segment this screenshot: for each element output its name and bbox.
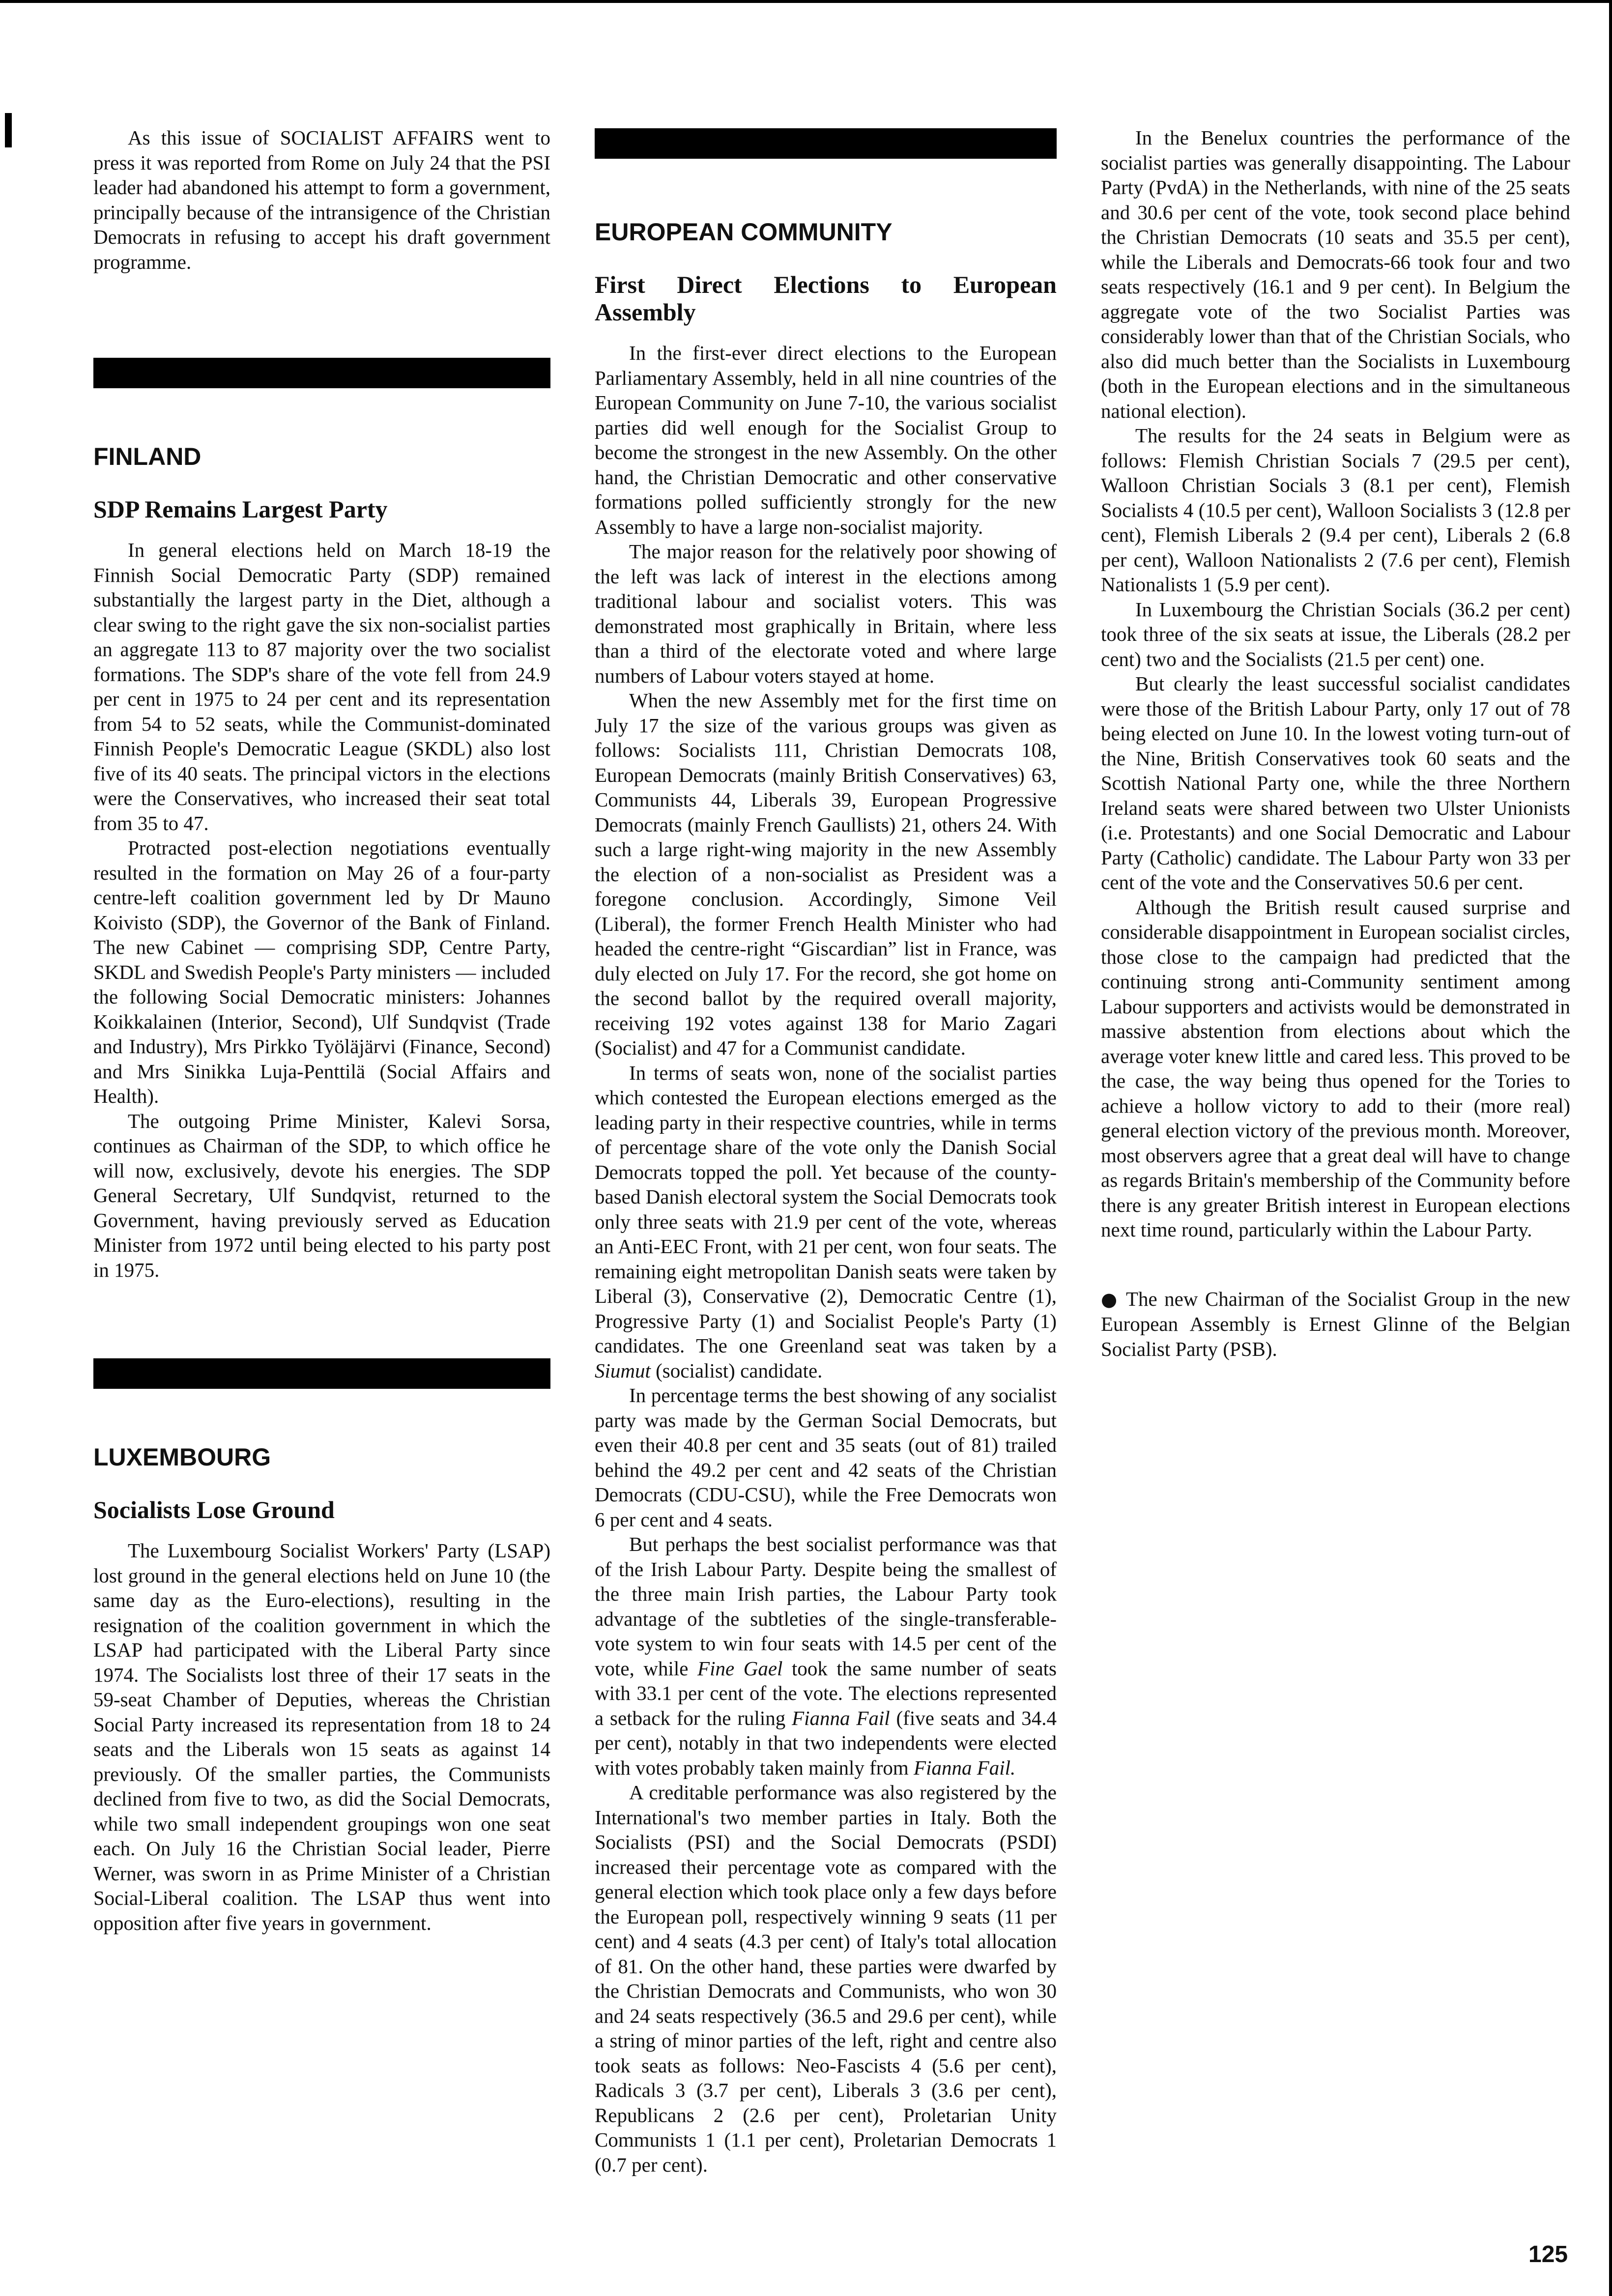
section-bar-finland [93,358,550,388]
headline-europe: First Direct Elections to European Assembly [595,271,1057,326]
europe-paragraph-6 [595,1532,1057,1780]
section-bar-luxembourg [93,1358,550,1389]
europe-paragraph-10: In Luxembourg the Christian Socials (36.2 per cent) took three of the six seats at issue, the Liberals (28.2 per cent) two and the Socialists (21.5 per cent) one. [1101,598,1570,670]
europe-paragraph-12: Although the British result caused surprise and considerable disappointment in European socialist circles, those close to the campaign had predicted that the continuing strong anti-Community sentiment among Labour supporters and activists would be demonstrated in massive abstention from elections about which the average voter knew little and cared less. This proved to be the case, the way being thus opened for the Tories to achieve a hollow victory to add to their (more real) general election victory of the previous month. Moreover, most observers agree that a great deal will have to change as regards Britain's membership of the Community before there is any greater British interest in European elections next time round, particularly within the Labour Party. [1101,895,1570,1241]
europe-paragraph-5: In percentage terms the best showing of any socialist party was made by the German Social Democrats, but even their 40.8 per cent and 35 seats (out of 81) trailed behind the 49.2 per cent and 42 seats of the Christian Democrats (CDU-CSU), while the Free Democrats won 6 per cent and 4 seats. [595,1384,1057,1531]
europe-p6-fianna-fail: Fianna Fail [792,1706,890,1729]
page-number: 125 [1528,2241,1568,2267]
europe-p6-c: (five seats and 34.4 per cent), notably in that two independents were elected with votes probably taken mainly from [595,1706,1057,1779]
section-title-luxembourg: LUXEMBOURG [93,1443,271,1471]
europe-paragraph-3: When the new Assembly met for the first time on July 17 the size of the various groups was given as follows: Socialists 111, Christian Democrats 108, European Democrats (mainly British Conservatives) 63, Communists 44, Liberals 39, European Progressive Democrats (mainly French Gaullists) 21, others 24. With such a large right-wing majority in the new Assembly the election of a non-socialist as President was a foregone conclusion. Accordingly, Simone Veil (Liberal), the former French Health Minister who had headed the centre-right “Giscardian” list in France, was duly elected on July 17. For the record, she got home on the second ballot by the required overall majority, receiving 192 votes against 138 for Mario Zagari (Socialist) and 47 for a Communist candidate. [595,689,1057,1059]
finland-paragraph-2: Protracted post-election negotiations eventually resulted in the formation on May 26 of a four-party centre-left coalition government led by Dr Mauno Koivisto (SDP), the Governor of the Bank of Finland. The new Cabinet — comprising SDP, Centre Party, SKDL and Swedish People's Party ministers — included the following Social Democratic ministers: Johannes Koikkalainen (Interior, Second), Ulf Sundqvist (Trade and Industry), Mrs Pirkko Työläjärvi (Finance, Second) and Mrs Sinikka Luja-Penttilä (Social Affairs and Health). [93,836,550,1107]
europe-paragraph-2: The major reason for the relatively poor showing of the left was lack of interest in the elections among traditional labour and socialist voters. This was demonstrated most graphically in Britain, where less than a third of the electorate voted and where large numbers of Labour voters stayed at home. [595,540,1057,687]
europe-paragraph-7: A creditable performance was also registered by the International's two member parties in Italy. Both the Socialists (PSI) and the Social Democrats (PSDI) increased their percentage vote as compared with the general election which took place only a few days before the European poll, respectively winning 9 seats (11 per cent) and 4 seats (4.3 per cent) of Italy's total allocation of 81. On the other hand, these parties were dwarfed by the Christian Democrats and Communists, who won 30 and 24 seats respectively (36.5 and 29.6 per cent), while a string of minor parties of the left, right and centre also took seats as follows: Neo-Fascists 4 (5.6 per cent), Radicals 3 (3.7 per cent), Liberals 3 (3.6 per cent), Republicans 2 (2.6 per cent), Proletarian Unity Communists 1 (1.1 per cent), Proletarian Democrats 1 (0.7 per cent). [595,1781,1057,2176]
section-bar-europe [595,128,1057,159]
luxembourg-paragraph-1: The Luxembourg Socialist Workers' Party (LSAP) lost ground in the general elections held on June 10 (the same day as the Euro-elections), resulting in the resignation of the coalition government in which the LSAP had participated with the Liberal Party since 1974. The Socialists lost three of their 17 seats in the 59-seat Chamber of Deputies, whereas the Christian Social Party increased its representation from 18 to 24 seats and the Liberals won 15 seats as against 14 previously. Of the smaller parties, the Communists declined from five to two, as did the Social Democrats, while two small independent groupings won one seat each. On July 16 the Christian Social leader, Pierre Werner, was sworn in as Prime Minister of a Christian Social-Liberal coalition. The LSAP thus went into opposition after five years in government. [93,1539,550,1934]
finland-paragraph-3: The outgoing Prime Minister, Kalevi Sorsa, continues as Chairman of the SDP, to which office he will now, exclusively, devote his energies. The SDP General Secretary, Ulf Sundqvist, returned to the Government, having previously served as Education Minister from 1972 until being elected to his party post in 1975. [93,1109,550,1281]
finland-paragraph-1: In general elections held on March 18-19 the Finnish Social Democratic Party (SDP) remained substantially the largest party in the Diet, although a clear swing to the right gave the six non-socialist parties an aggregate 113 to 87 majority over the two socialist formations. The SDP's share of the vote fell from 24.9 per cent in 1975 to 24 per cent and its representation from 54 to 52 seats, while the Communist-dominated Finnish People's Democratic League (SKDL) also lost five of its 40 seats. The principal victors in the elections were the Conservatives, who increased their seat total from 35 to 47. [93,539,550,834]
europe-paragraph-4 [595,1061,1057,1383]
europe-p6-fianna-fail-2: Fianna Fail. [914,1756,1016,1779]
europe-paragraph-8: In the Benelux countries the performance of the socialist parties was generally disappointing. The Labour Party (PvdA) in the Netherlands, with nine of the 25 seats and 30.6 per cent of the vote, took second place behind the Christian Democrats (10 seats and 35.5 per cent), while the Liberals and Democrats-66 took four and two seats respectively (16.1 and 9 per cent). In Belgium the aggregate vote of the two Socialist Parties was considerably lower than that of the Christian Socials, who also did much better than the Socialists in Luxembourg (both in the European elections and in the simultaneous national election). [1101,126,1570,422]
section-title-finland: FINLAND [93,443,202,470]
right-border-rule [1609,0,1612,2296]
europe-p6-fine-gael: Fine Gael [697,1657,783,1680]
margin-mark [5,113,12,147]
bullet-icon: ● [1101,1288,1120,1310]
column-right [1101,125,1570,1361]
europe-p4-siumut: Siumut [595,1359,651,1382]
europe-p6-a: But perhaps the best socialist performance was that of the Irish Labour Party. Despite being the smallest of the three main Irish parties, the Labour Party took advantage of the subtleties of the single-transferable-vote system to win four seats with 14.5 per cent of the vote, while [595,1533,1057,1680]
section-title-europe: EUROPEAN COMMUNITY [595,218,892,246]
column-left [93,125,550,1935]
column-middle [595,125,1057,2177]
headline-finland: SDP Remains Largest Party [93,495,388,523]
europe-paragraph-1: In the first-ever direct elections to the European Parliamentary Assembly, held in all nine countries of the European Community on June 7-10, the various socialist parties did well enough for the Socialist Group to become the strongest in the new Assembly. On the other hand, the Christian Democratic and other conservative formations polled sufficiently strongly for the new Assembly to have a large non-socialist majority. [595,342,1057,538]
europe-paragraph-11: But clearly the least successful socialist candidates were those of the British Labour Party, only 17 out of 78 being elected on June 10. In the lowest voting turn-out of the Nine, British Conservatives took 60 seats and the Scottish National Party one, while the three Northern Ireland seats were shared between two Ulster Unionists (i.e. Protestants) and one Social Democratic and Labour Party (Catholic) candidate. The Labour Party won 33 per cent of the vote and the Conservatives 50.6 per cent. [1101,672,1570,893]
intro-paragraph: As this issue of SOCIALIST AFFAIRS went to press it was reported from Rome on July 24 that the PSI leader had abandoned his attempt to form a government, principally because of the intransigence of the Christian Democrats in refusing to accept his draft government programme. [93,126,550,273]
europe-p4-end: (socialist) candidate. [656,1359,823,1382]
top-border-rule [0,0,1612,3]
headline-luxembourg: Socialists Lose Ground [93,1496,335,1523]
europe-paragraph-9: The results for the 24 seats in Belgium were as follows: Flemish Christian Socials 7 (29.5 per cent), Walloon Christian Socials 3 (8.1 per cent), Flemish Socialists 4 (10.5 per cent), Walloon Socialists 3 (12.8 per cent), Flemish Liberals 2 (9.4 per cent), Liberals 2 (6.8 per cent), Walloon Nationalists 2 (7.6 per cent), Flemish Nationalists 1 (5.9 per cent). [1101,424,1570,596]
europe-p4-text: In terms of seats won, none of the socialist parties which contested the European elections emerged as the leading party in their respective countries, while in terms of percentage share of the vote only the Danish Social Democrats topped the poll. Yet because of the county-based Danish electoral system the Social Democrats took only three seats with 21.9 per cent of the vote, whereas an Anti-EEC Front, with 21 per cent, won four seats. The remaining eight metropolitan Danish seats were taken by Liberal (3), Conservative (2), Democratic Centre (1), Progressive Party (1) and Socialist People's Party (1) candidates. The one Greenland seat was taken by a [595,1061,1057,1357]
europe-p6-b: took the same number of seats with 33.1 per cent of the vote. The elections represented a setback for the ruling [595,1657,1057,1729]
footnote-text: The new Chairman of the Socialist Group in the new European Assembly is Ernest Glinne of the Belgian Socialist Party (PSB). [1101,1287,1570,1360]
footnote-paragraph [1101,1287,1570,1362]
